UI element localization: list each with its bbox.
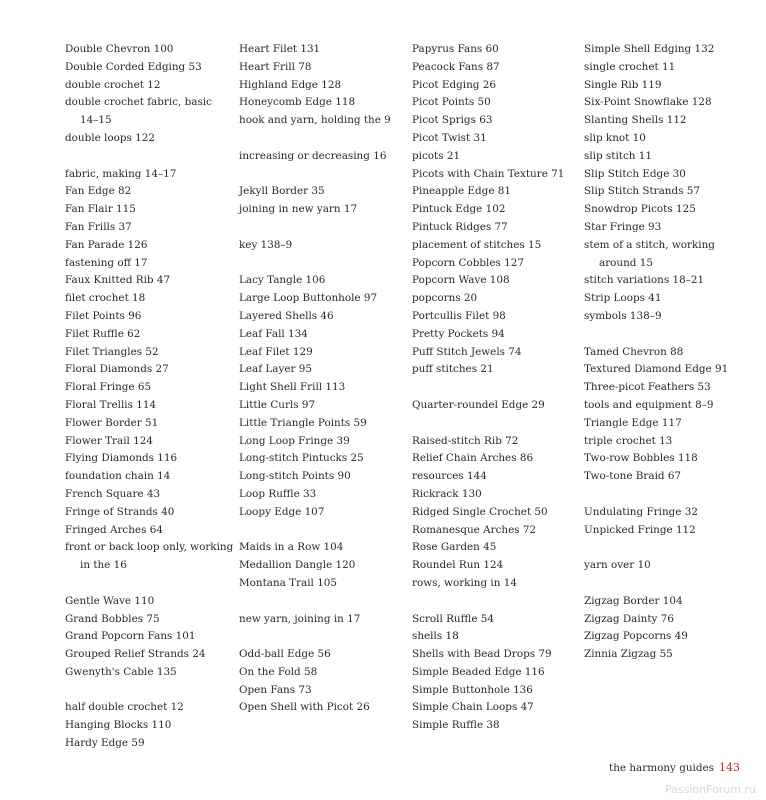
- index-entry-text: symbols 138–9: [584, 309, 662, 322]
- index-entry: [65, 433, 215, 451]
- index-entry-text: Montana Trail 105: [239, 576, 338, 589]
- index-entry: [584, 361, 734, 379]
- index-entry: [239, 272, 389, 290]
- index-entry: [584, 166, 734, 184]
- index-entry-continuation: 14–15: [80, 114, 112, 127]
- index-entry-text: triple crochet 13: [584, 434, 673, 447]
- index-entry-text: Rickrack 130: [412, 487, 482, 500]
- index-entry: [239, 41, 389, 59]
- index-entry-text: Layered Shells 46: [239, 309, 334, 322]
- index-entry: [584, 290, 734, 308]
- index-entry: [65, 130, 215, 148]
- index-entry-text: Raised-stitch Rib 72: [412, 434, 519, 447]
- index-gap: [239, 522, 389, 540]
- index-entry: [239, 308, 389, 326]
- index-entry: [584, 468, 734, 486]
- index-entry-text: Open Shell with Picot 26: [239, 701, 370, 714]
- index-entry: [65, 593, 215, 611]
- index-entry-text: Simple Shell Edging 132: [584, 43, 715, 55]
- index-entry-text: double crochet 12: [65, 78, 161, 91]
- index-entry-text: joining in new yarn 17: [239, 203, 358, 216]
- index-entry-text: Two-row Bobbles 118: [584, 452, 698, 465]
- index-entry-text: slip knot 10: [584, 131, 646, 144]
- index-entry: [239, 611, 389, 629]
- index-entry: [584, 41, 734, 59]
- index-entry-text: Textured Diamond Edge 91: [584, 363, 729, 376]
- index-entry: [65, 468, 215, 486]
- index-entry-text: Pintuck Edge 102: [412, 203, 506, 216]
- index-entry-text: Double Corded Edging 53: [65, 60, 202, 73]
- index-entry-text: Pintuck Ridges 77: [412, 220, 508, 233]
- index-entry-text: popcorns 20: [412, 292, 478, 305]
- index-entry: [65, 504, 215, 522]
- index-gap: [584, 539, 734, 557]
- index-entry-text: Little Triangle Points 59: [239, 416, 367, 429]
- index-entry: [584, 397, 734, 415]
- index-entry: [584, 628, 734, 646]
- index-entry-text: Gentle Wave 110: [65, 594, 155, 607]
- index-entry: [65, 219, 215, 237]
- index-entry: [65, 326, 215, 344]
- index-entry-text: Two-tone Braid 67: [584, 470, 682, 483]
- index-entry: [584, 77, 734, 95]
- index-entry-text: Honeycomb Edge 118: [239, 96, 356, 109]
- index-entry-text: tools and equipment 8–9: [584, 398, 714, 411]
- index-entry-text: Simple Chain Loops 47: [412, 701, 534, 714]
- index-entry: [239, 468, 389, 486]
- index-entry: [584, 112, 734, 130]
- index-entry-text: Picot Edging 26: [412, 78, 496, 91]
- index-entry: [412, 557, 562, 575]
- index-entry-text: Tamed Chevron 88: [584, 345, 684, 358]
- index-entry-text: Pretty Pockets 94: [412, 327, 505, 340]
- index-entry-text: Zinnia Zigzag 55: [584, 648, 673, 661]
- index-entry-text: Zigzag Border 104: [584, 594, 683, 607]
- index-entry: [412, 219, 562, 237]
- index-column-2: [239, 41, 389, 717]
- index-entry-text: Floral Diamonds 27: [65, 363, 169, 376]
- index-gap: [65, 682, 215, 700]
- index-entry-text: Open Fans 73: [239, 683, 312, 696]
- index-entry-text: Grouped Relief Strands 24: [65, 648, 206, 661]
- index-entry: [239, 326, 389, 344]
- index-entry: [239, 344, 389, 362]
- index-entry-text: Simple Ruffle 38: [412, 719, 500, 732]
- index-entry-text: Portcullis Filet 98: [412, 309, 506, 322]
- index-entry-text: new yarn, joining in 17: [239, 612, 361, 625]
- index-entry-text: Hardy Edge 59: [65, 737, 145, 750]
- index-gap: [412, 379, 562, 397]
- index-entry: [239, 504, 389, 522]
- index-entry: [412, 646, 562, 664]
- index-entry: [65, 628, 215, 646]
- index-entry: [584, 59, 734, 77]
- index-entry: [412, 166, 565, 184]
- index-column-1: [65, 41, 234, 753]
- index-entry-text: increasing or decreasing 16: [239, 149, 387, 162]
- index-gap: [584, 486, 734, 504]
- index-entry-text: foundation chain 14: [65, 470, 171, 483]
- index-entry: [412, 290, 562, 308]
- index-entry: [412, 112, 562, 130]
- index-entry-text: Leaf Filet 129: [239, 345, 313, 358]
- index-entry: [239, 148, 389, 166]
- index-entry-text: Leaf Fall 134: [239, 327, 308, 340]
- index-entry: [65, 415, 215, 433]
- index-column-4: [584, 41, 734, 664]
- page-number: 143: [719, 761, 740, 774]
- index-entry-text: Strip Loops 41: [584, 292, 662, 305]
- index-entry: [412, 699, 562, 717]
- page-footer: [609, 761, 740, 774]
- index-entry-text: Filet Points 96: [65, 309, 142, 322]
- index-entry: [239, 94, 389, 112]
- index-entry-text: Picot Points 50: [412, 96, 491, 109]
- index-entry: [239, 415, 389, 433]
- index-entry: [412, 504, 562, 522]
- index-gap: [412, 415, 562, 433]
- index-entry-text: Fringed Arches 64: [65, 523, 163, 536]
- index-entry-text: Loopy Edge 107: [239, 505, 325, 518]
- index-gap: [239, 166, 389, 184]
- index-entry: [239, 682, 389, 700]
- index-entry-text: Floral Trellis 114: [65, 398, 157, 411]
- index-entry-text: Medallion Dangle 120: [239, 559, 356, 572]
- index-entry-text: Fringe of Strands 40: [65, 505, 175, 518]
- index-entry-text: fabric, making 14–17: [65, 167, 177, 180]
- index-gap: [239, 219, 389, 237]
- index-entry: [65, 77, 215, 95]
- index-entry-text: Jekyll Border 35: [239, 185, 325, 198]
- index-entry: [412, 41, 562, 59]
- index-entry-text: Floral Fringe 65: [65, 381, 152, 394]
- index-entry: [412, 148, 562, 166]
- index-gap: [65, 148, 215, 166]
- index-entry: [65, 717, 215, 735]
- index-entry-text: front or back loop only, working: [65, 541, 234, 554]
- index-entry: [584, 450, 734, 468]
- index-entry-text: Flying Diamonds 116: [65, 452, 178, 465]
- index-entry-text: rows, working in 14: [412, 576, 517, 589]
- index-entry-text: Picots with Chain Texture 71: [412, 167, 565, 180]
- index-entry-text: yarn over 10: [584, 559, 651, 572]
- index-entry: [584, 183, 734, 201]
- index-entry-text: Zigzag Popcorns 49: [584, 630, 688, 643]
- index-entry: [412, 183, 562, 201]
- index-entry: [584, 148, 734, 166]
- index-entry: [412, 486, 562, 504]
- index-entry-text: Long-stitch Pintucks 25: [239, 452, 364, 465]
- index-entry: [412, 539, 562, 557]
- index-entry: [65, 41, 215, 59]
- index-entry: [65, 522, 215, 540]
- index-entry: [412, 308, 562, 326]
- index-entry: [412, 717, 562, 735]
- index-entry: [65, 611, 215, 629]
- index-entry: [65, 450, 215, 468]
- index-entry-text: Simple Beaded Edge 116: [412, 665, 545, 678]
- index-entry-text: Scroll Ruffle 54: [412, 612, 495, 625]
- index-entry: [239, 699, 389, 717]
- index-entry-text: Highland Edge 128: [239, 78, 342, 91]
- index-entry-text: single crochet 11: [584, 60, 676, 73]
- index-entry: [584, 94, 734, 112]
- index-entry-text: key 138–9: [239, 238, 293, 251]
- index-entry-text: Fan Frills 37: [65, 220, 132, 233]
- index-entry-text: double loops 122: [65, 131, 155, 144]
- index-entry: [65, 664, 215, 682]
- index-entry-continuation: in the 16: [80, 559, 127, 572]
- index-entry: [65, 486, 215, 504]
- index-entry-text: Flower Trail 124: [65, 434, 153, 447]
- index-entry-text: Undulating Fringe 32: [584, 505, 698, 518]
- index-gap: [65, 575, 215, 593]
- index-entry-text: picots 21: [412, 149, 461, 162]
- index-entry: [239, 646, 389, 664]
- index-entry-text: Three-picot Feathers 53: [584, 381, 711, 394]
- index-entry: [239, 201, 389, 219]
- index-entry: [65, 699, 215, 717]
- index-entry: [412, 611, 562, 629]
- index-entry-text: Grand Bobbles 75: [65, 612, 160, 625]
- index-entry-text: Snowdrop Picots 125: [584, 203, 696, 216]
- index-entry-text: double crochet fabric, basic: [65, 96, 212, 109]
- index-entry-text: Filet Ruffle 62: [65, 327, 141, 340]
- index-entry: [412, 361, 562, 379]
- index-entry: [412, 450, 562, 468]
- index-entry: [239, 486, 389, 504]
- index-entry: [239, 77, 389, 95]
- index-entry: [239, 112, 389, 130]
- index-gap: [239, 130, 389, 148]
- index-entry-text: Papyrus Fans 60: [412, 43, 499, 55]
- index-entry: [584, 415, 734, 433]
- index-entry-text: Pineapple Edge 81: [412, 185, 511, 198]
- index-entry: [584, 433, 734, 451]
- index-entry: [65, 539, 234, 575]
- index-entry-text: puff stitches 21: [412, 363, 494, 376]
- index-entry-text: Lacy Tangle 106: [239, 274, 326, 287]
- index-gap: [584, 326, 734, 344]
- index-entry: [412, 272, 562, 290]
- index-entry-text: shells 18: [412, 630, 459, 643]
- index-entry-text: Shells with Bead Drops 79: [412, 648, 552, 661]
- index-entry: [65, 397, 215, 415]
- index-entry-text: Romanesque Arches 72: [412, 523, 537, 536]
- index-entry: [65, 255, 215, 273]
- index-entry: [584, 130, 734, 148]
- index-entry-text: hook and yarn, holding the 9: [239, 114, 391, 127]
- index-entry-text: Single Rib 119: [584, 78, 662, 91]
- index-entry-text: Peacock Fans 87: [412, 60, 500, 73]
- index-entry-text: Large Loop Buttonhole 97: [239, 292, 378, 305]
- index-entry-text: half double crochet 12: [65, 701, 184, 714]
- index-entry-text: Leaf Layer 95: [239, 363, 312, 376]
- index-entry: [65, 735, 215, 753]
- index-entry: [412, 575, 562, 593]
- index-entry-text: Relief Chain Arches 86: [412, 452, 534, 465]
- index-entry-text: Popcorn Wave 108: [412, 274, 510, 287]
- index-entry-text: On the Fold 58: [239, 665, 318, 678]
- index-entry-text: Filet Triangles 52: [65, 345, 159, 358]
- index-entry: [584, 219, 734, 237]
- index-gap: [239, 593, 389, 611]
- index-entry: [584, 593, 734, 611]
- index-entry-text: Long-stitch Points 90: [239, 470, 351, 483]
- index-entry-text: Triangle Edge 117: [584, 416, 682, 429]
- index-entry: [584, 237, 734, 273]
- index-entry-text: Fan Edge 82: [65, 185, 132, 198]
- index-entry-text: Light Shell Frill 113: [239, 381, 346, 394]
- index-entry: [65, 646, 215, 664]
- index-entry-text: Picot Twist 31: [412, 131, 487, 144]
- index-entry-text: French Square 43: [65, 487, 161, 500]
- index-entry: [412, 468, 562, 486]
- index-entry: [584, 557, 734, 575]
- index-entry: [239, 557, 389, 575]
- index-entry: [65, 379, 215, 397]
- index-entry-text: Ridged Single Crochet 50: [412, 505, 548, 518]
- index-gap: [412, 593, 562, 611]
- index-entry-text: Picot Sprigs 63: [412, 114, 493, 127]
- index-entry: [412, 628, 562, 646]
- index-entry: [65, 361, 215, 379]
- index-entry: [412, 201, 562, 219]
- index-entry: [412, 433, 562, 451]
- index-entry: [65, 59, 215, 77]
- index-gap: [239, 628, 389, 646]
- index-entry-text: Little Curls 97: [239, 398, 316, 411]
- index-entry-text: Star Fringe 93: [584, 220, 662, 233]
- index-entry: [412, 682, 562, 700]
- index-entry: [65, 94, 215, 130]
- index-entry-text: Six-Point Snowflake 128: [584, 96, 712, 109]
- index-gap: [239, 255, 389, 273]
- index-entry-text: Faux Knitted Rib 47: [65, 274, 171, 287]
- index-entry: [584, 272, 734, 290]
- index-entry: [412, 59, 562, 77]
- index-entry-text: Puff Stitch Jewels 74: [412, 345, 522, 358]
- index-entry: [412, 397, 562, 415]
- index-entry: [239, 575, 389, 593]
- index-entry: [65, 308, 215, 326]
- index-entry-text: Hanging Blocks 110: [65, 719, 172, 732]
- index-entry-text: Quarter-roundel Edge 29: [412, 398, 545, 411]
- index-entry: [584, 379, 734, 397]
- index-entry: [239, 379, 389, 397]
- index-entry: [584, 308, 734, 326]
- index-entry-text: Heart Frill 78: [239, 60, 312, 73]
- watermark: PassionForum.ru: [665, 783, 756, 796]
- index-entry: [412, 255, 562, 273]
- index-entry: [412, 344, 562, 362]
- index-entry: [412, 130, 562, 148]
- index-entry: [412, 664, 562, 682]
- index-entry-text: fastening off 17: [65, 256, 148, 269]
- index-entry: [65, 201, 215, 219]
- index-entry: [65, 237, 215, 255]
- index-entry: [412, 237, 562, 255]
- index-entry: [412, 77, 562, 95]
- index-entry-text: placement of stitches 15: [412, 238, 542, 251]
- index-entry: [412, 522, 562, 540]
- index-entry: [239, 237, 389, 255]
- index-gap: [584, 575, 734, 593]
- index-entry-text: Slip Stitch Edge 30: [584, 167, 686, 180]
- index-entry-text: filet crochet 18: [65, 292, 146, 305]
- index-entry-text: Slanting Shells 112: [584, 114, 687, 127]
- index-entry: [239, 397, 389, 415]
- index-entry: [239, 59, 389, 77]
- index-entry-text: Simple Buttonhole 136: [412, 683, 533, 696]
- index-entry: [584, 646, 734, 664]
- index-entry-text: Double Chevron 100: [65, 43, 174, 55]
- index-entry: [65, 183, 215, 201]
- index-entry: [412, 94, 562, 112]
- index-entry-text: slip stitch 11: [584, 149, 652, 162]
- index-entry: [239, 290, 389, 308]
- index-entry: [412, 326, 562, 344]
- index-entry: [584, 201, 734, 219]
- index-entry-text: stem of a stitch, working: [584, 238, 715, 251]
- index-entry: [239, 664, 389, 682]
- index-entry: [584, 344, 734, 362]
- index-entry-text: stitch variations 18–21: [584, 274, 705, 287]
- index-entry-text: Grand Popcorn Fans 101: [65, 630, 196, 643]
- index-entry-continuation: around 15: [599, 256, 653, 269]
- index-entry: [584, 611, 734, 629]
- index-entry-text: Long Loop Fringe 39: [239, 434, 350, 447]
- index-entry-text: Slip Stitch Strands 57: [584, 185, 700, 198]
- index-entry-text: Fan Flair 115: [65, 203, 136, 216]
- index-entry-text: resources 144: [412, 470, 487, 483]
- book-title: the harmony guides: [609, 762, 714, 774]
- index-entry-text: Loop Ruffle 33: [239, 487, 317, 500]
- index-entry: [239, 433, 389, 451]
- index-entry: [65, 290, 215, 308]
- index-entry-text: Maids in a Row 104: [239, 541, 344, 554]
- index-entry-text: Flower Border 51: [65, 416, 159, 429]
- index-entry: [584, 504, 734, 522]
- index-column-3: [412, 41, 565, 735]
- index-entry: [239, 361, 389, 379]
- index-entry-text: Unpicked Fringe 112: [584, 523, 696, 536]
- index-entry: [65, 166, 215, 184]
- index-entry: [239, 450, 389, 468]
- index-entry-text: Odd-ball Edge 56: [239, 648, 331, 661]
- index-entry: [65, 344, 215, 362]
- index-entry-text: Roundel Run 124: [412, 559, 504, 572]
- index-entry-text: Fan Parade 126: [65, 238, 148, 251]
- index-entry-text: Heart Filet 131: [239, 43, 321, 55]
- index-entry: [584, 522, 734, 540]
- index-entry: [239, 183, 389, 201]
- index-entry-text: Gwenyth's Cable 135: [65, 665, 177, 678]
- index-entry-text: Zigzag Dainty 76: [584, 612, 674, 625]
- index-entry: [65, 272, 215, 290]
- index-entry: [239, 539, 389, 557]
- index-entry-text: Rose Garden 45: [412, 541, 497, 554]
- index-entry-text: Popcorn Cobbles 127: [412, 256, 524, 269]
